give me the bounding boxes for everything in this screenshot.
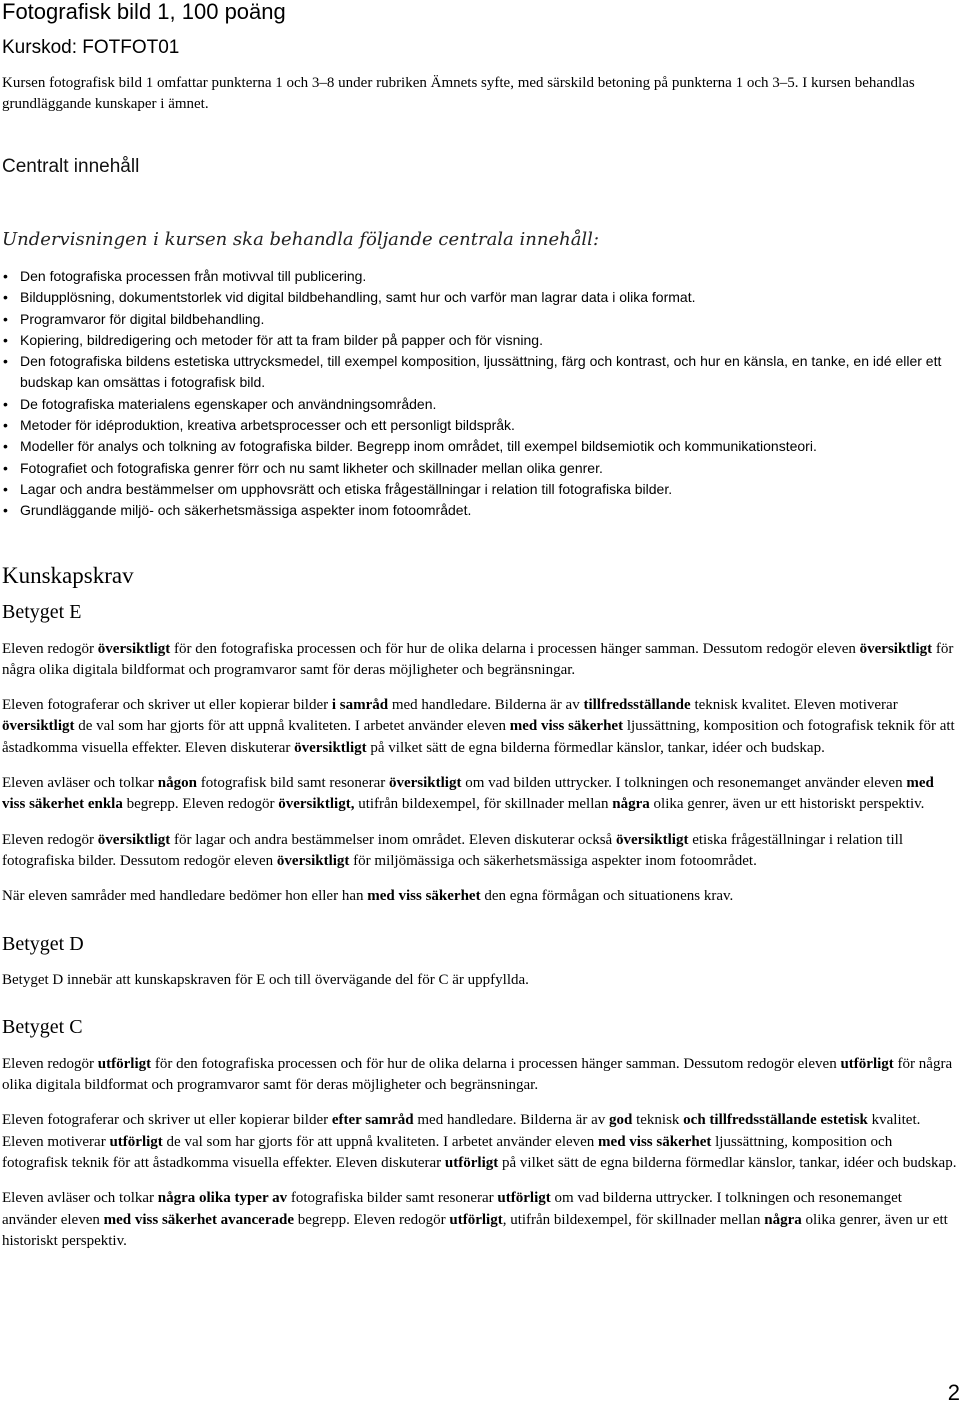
course-code: Kurskod: FOTFOT01 [2,37,180,58]
bullet-text: Den fotografiska bildens estetiska uttrycksmedel, till exempel komposition, ljussättning, färg och kontrast, och hur en känsla, en tanke, en idé eller ett budskap kan omsättas i fotografisk bild. [20,353,942,391]
emphasis-text: med viss säkerhet [509,718,624,735]
central-content-subheading: Undervisningen i kursen ska behandla följande centrala innehåll: [2,229,600,250]
body-text: ljussättning, komposition och fotografisk teknik för att åstadkomma visuella effekter. Eleven diskuterar [2,718,955,756]
bullet-item [2,415,958,436]
intro-paragraph: Kursen fotografisk bild 1 omfattar punkterna 1 och 3–8 under rubriken Ämnets syfte, med särskild betoning på punkterna 1 och 3–5. I kursen behandlas grundläggande kunskaper i ämnet. [2,75,915,112]
bullet-text: Grundläggande miljö- och säkerhetsmässiga aspekter inom fotoområdet. [20,502,472,519]
body-text: på vilket sätt de egna bilderna förmedlar känslor, tankar, idéer och budskap. [366,739,825,756]
emphasis-text: utförligt [97,1055,152,1072]
bullet-item [2,500,958,521]
emphasis-text: några olika typer av [157,1190,288,1207]
emphasis-text: med viss säkerhet avancerade [103,1211,295,1228]
bullet-icon: • [3,502,8,519]
body-text: Eleven fotograferar och skriver ut eller kopierar bilder [2,697,332,714]
emphasis-text: översiktligt [615,831,689,848]
central-content-list [2,266,958,522]
emphasis-text: tillfredsställande [583,697,691,714]
emphasis-text: översiktligt, [278,796,355,813]
grade-d-heading: Betyget D [2,932,84,955]
body-text: fotografisk bild samt resonerar [196,775,389,792]
emphasis-text: i samråd [331,697,389,714]
body-text: , utifrån bildexempel, för skillnader mellan [502,1211,765,1228]
emphasis-text: utförligt [444,1155,499,1172]
body-text: Eleven redogör [2,640,98,657]
document-page [2,0,958,1252]
page-number: 2 [947,1380,960,1405]
body-text: olika genrer, även ur ett historiskt perspektiv. [2,1211,948,1249]
page-title: Fotografisk bild 1, 100 poäng [2,0,286,24]
emphasis-text: översiktligt [97,640,171,657]
emphasis-text: med viss säkerhet [598,1133,712,1150]
body-text: etiska frågeställningar i relation till fotografiska bilder. Dessutom redogör eleven [2,831,903,869]
bullet-icon: • [3,417,8,434]
emphasis-text: översiktligt [294,739,367,756]
emphasis-text: översiktligt [388,775,462,792]
bullet-icon: • [3,438,8,455]
bullet-text: Modeller för analys och tolkning av fotografiska bilder. Begrepp inom området, till exempel bildsemiotik och kommunikationsteori. [20,438,817,455]
bullet-item [2,330,958,351]
body-text: för den fotografiska processen och för hur de olika delarna i processen hänger samman. Dessutom redogör eleven [170,640,860,657]
body-text: på vilket sätt de egna bilderna förmedlar känslor, tankar, idéer och budskap. [498,1155,957,1172]
body-text: de val som har gjorts för att uppnå kvaliteten. I arbetet använder eleven [74,718,510,735]
bullet-item [2,479,958,500]
body-text: Eleven fotograferar och skriver ut eller kopierar bilder [2,1112,332,1129]
central-content-heading: Centralt innehåll [2,156,140,177]
bullet-text: Kopiering, bildredigering och metoder för att ta fram bilder på papper och för visning. [20,331,543,348]
body-text: med handledare. Bilderna är av [388,697,584,714]
body-text: olika genrer, även ur ett historiskt perspektiv. [649,796,925,813]
body-text: ljussättning, komposition och fotografisk teknik för att åstadkomma visuella effekter. Eleven diskuterar [2,1133,893,1172]
bullet-text: Bildupplösning, dokumentstorlek vid digital bildbehandling, samt hur och varför man lagrar data i olika format. [20,289,696,306]
bullet-item [2,266,958,287]
grade-c-paragraph [2,1054,958,1097]
bullet-text: Fotografiet och fotografiska genrer förr och nu samt likheter och skillnader mellan olika genrer. [20,459,603,476]
emphasis-text: översiktligt [2,718,75,735]
grade-c-paragraph [2,1188,958,1252]
body-text: om vad bilden uttrycker. I tolkningen och resonemanget använder eleven [461,775,907,792]
body-text: teknisk kvalitet. Eleven motiverar [690,697,898,714]
bullet-item [2,458,958,479]
emphasis-text: efter samråd [331,1112,414,1129]
bullet-item [2,436,958,457]
bullet-icon: • [3,331,8,348]
body-text: för miljömässiga och säkerhetsmässiga aspekter inom fotoområdet. [349,852,757,869]
body-text: med handledare. Bilderna är av [413,1112,609,1129]
body-text: När eleven samråder med handledare bedömer hon eller han [2,888,368,905]
body-text: för lagar och andra bestämmelser inom området. Eleven diskuterar också [170,831,616,848]
body-text: teknisk [632,1112,684,1129]
grade-c-section [2,1054,958,1252]
body-text: för den fotografiska processen och för hur de olika delarna i processen hänger samman. Dessutom redogör eleven [151,1055,841,1072]
bullet-item [2,351,958,394]
body-text: Eleven redogör [2,1055,98,1072]
emphasis-text: översiktligt [276,852,350,869]
emphasis-text: utförligt [109,1133,163,1150]
emphasis-text: översiktligt [97,831,171,848]
body-text: begrepp. Eleven redogör [294,1211,450,1228]
bullet-item [2,309,958,330]
body-text: om vad bilderna uttrycker. I tolkningen och resonemanget använder eleven [2,1190,902,1228]
grade-e-section [2,639,958,908]
body-text: för några olika digitala bildformat och programvaror samt för deras möjligheter och begränsningar. [2,640,954,678]
emphasis-text: utförligt [497,1190,551,1207]
grade-e-paragraph [2,830,958,873]
bullet-text: Lagar och andra bestämmelser om upphovsrätt och etiska frågeställningar i relation till fotografiska bilder. [20,480,673,497]
grade-d-text: Betyget D innebär att kunskapskraven för E och till övervägande del för C är uppfyllda. [2,971,529,988]
grade-c-paragraph [2,1110,958,1174]
body-text: Eleven redogör [2,831,98,848]
body-text: fotografiska bilder samt resonerar [287,1190,498,1207]
bullet-icon: • [3,459,8,476]
body-text: kvalitet. Eleven motiverar [2,1112,921,1150]
emphasis-text: några [764,1211,802,1228]
emphasis-text: någon [157,775,197,792]
body-text: de val som har gjorts för att uppnå kvaliteten. I arbetet använder eleven [162,1133,599,1150]
emphasis-text: utförligt [840,1055,894,1072]
body-text: begrepp. Eleven redogör [122,796,279,813]
body-text: den egna förmågan och situationens krav. [480,888,734,905]
bullet-icon: • [3,480,8,497]
emphasis-text: några [612,796,650,813]
bullet-icon: • [3,395,8,412]
bullet-item [2,394,958,415]
bullet-icon: • [3,310,8,327]
grade-e-paragraph [2,639,958,682]
grade-e-paragraph [2,773,958,816]
knowledge-requirements-heading: Kunskapskrav [2,562,134,588]
grade-e-paragraph [2,695,958,759]
bullet-icon: • [3,353,8,370]
body-text: Eleven avläser och tolkar [2,775,158,792]
emphasis-text: med viss säkerhet [367,888,481,905]
bullet-text: De fotografiska materialens egenskaper och användningsområden. [20,395,437,412]
body-text: utifrån bildexempel, för skillnader mellan [354,796,613,813]
emphasis-text: utförligt [449,1211,503,1228]
bullet-text: Metoder för idéproduktion, kreativa arbetsprocesser och ett personligt bildspråk. [20,417,515,434]
emphasis-text: med viss säkerhet enkla [2,775,934,813]
grade-e-heading: Betyget E [2,600,82,623]
body-text: för några olika digitala bildformat och programvaror samt för deras möjligheter och begränsningar. [2,1055,953,1094]
bullet-text: Programvaror för digital bildbehandling. [20,310,265,327]
bullet-icon: • [3,268,8,284]
bullet-item [2,287,958,308]
emphasis-text: översiktligt [859,640,933,657]
grade-c-heading: Betyget C [2,1015,83,1038]
emphasis-text: god [608,1112,633,1129]
grade-e-paragraph [2,886,958,907]
bullet-icon: • [3,289,8,306]
body-text: Eleven avläser och tolkar [2,1190,158,1207]
bullet-text: Den fotografiska processen från motivval till publicering. [20,268,367,284]
emphasis-text: och tillfredsställande estetisk [683,1112,868,1129]
